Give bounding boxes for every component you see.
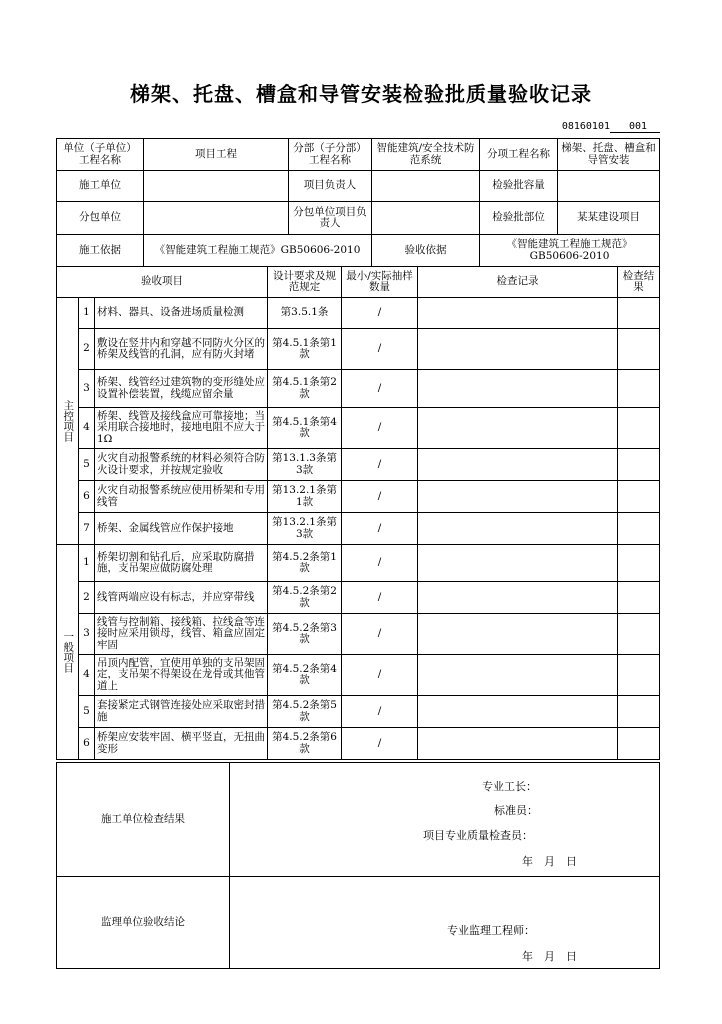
item-record[interactable] bbox=[418, 696, 618, 728]
header-table bbox=[56, 138, 660, 267]
item-result[interactable] bbox=[618, 481, 660, 513]
item-spec: 第4.5.1条第4款 bbox=[268, 408, 342, 449]
item-record[interactable] bbox=[418, 329, 618, 370]
item-record[interactable] bbox=[418, 545, 618, 582]
item-result[interactable] bbox=[618, 329, 660, 370]
item-no: 6 bbox=[79, 481, 95, 513]
item-no: 3 bbox=[79, 370, 95, 408]
col-result: 检查结果 bbox=[618, 267, 660, 298]
location-label: 检验批部位 bbox=[480, 202, 558, 235]
division-label: 分部（子分部）工程名称 bbox=[289, 139, 372, 171]
item-no: 1 bbox=[79, 298, 95, 329]
contractor-result-label: 施工单位检查结果 bbox=[57, 763, 230, 877]
column-header-row bbox=[57, 267, 660, 298]
item-sample: / bbox=[342, 655, 418, 696]
col-sample: 最小/实际抽样数量 bbox=[342, 267, 418, 298]
item-text: 桥架切割和钻孔后，应采取防腐措施，支吊架应做防腐处理 bbox=[95, 545, 268, 582]
item-text: 桥架应安装牢固、横平竖直，无扭曲变形 bbox=[95, 728, 268, 760]
item-sample: / bbox=[342, 298, 418, 329]
item-sample: / bbox=[342, 481, 418, 513]
basis-value[interactable]: 《智能建筑工程施工规范》GB50606-2010 bbox=[144, 235, 372, 267]
table-row bbox=[57, 481, 660, 513]
pm-label: 项目负责人 bbox=[289, 171, 372, 202]
table-row bbox=[57, 582, 660, 614]
item-record[interactable] bbox=[418, 481, 618, 513]
subcontractor-label: 分包单位 bbox=[57, 202, 144, 235]
contractor-label: 施工单位 bbox=[57, 171, 144, 202]
item-result[interactable] bbox=[618, 408, 660, 449]
item-sample: / bbox=[342, 370, 418, 408]
basis-label: 施工依据 bbox=[57, 235, 144, 267]
item-text: 桥架、金属线管应作保护接地 bbox=[95, 513, 268, 545]
item-result[interactable] bbox=[618, 614, 660, 655]
item-no: 3 bbox=[79, 614, 95, 655]
division-value[interactable]: 智能建筑/安全技术防范系统 bbox=[372, 139, 480, 171]
sub-pm-label: 分包单位项目负责人 bbox=[289, 202, 372, 235]
col-record: 检查记录 bbox=[418, 267, 618, 298]
unit-value[interactable]: 项目工程 bbox=[144, 139, 289, 171]
item-text: 敷设在竖井内和穿越不同防火分区的桥架及线管的孔洞，应有防火封堵 bbox=[95, 329, 268, 370]
item-record[interactable] bbox=[418, 370, 618, 408]
table-row bbox=[57, 449, 660, 481]
item-sample: / bbox=[342, 545, 418, 582]
item-sample: / bbox=[342, 408, 418, 449]
item-spec: 第4.5.2条第4款 bbox=[268, 655, 342, 696]
item-spec: 第4.5.2条第5款 bbox=[268, 696, 342, 728]
item-sample: / bbox=[342, 614, 418, 655]
standard-label: 标准员： bbox=[494, 804, 538, 817]
col-spec: 设计要求及规范规定 bbox=[268, 267, 342, 298]
item-sample: / bbox=[342, 582, 418, 614]
table-row bbox=[57, 545, 660, 582]
item-spec: 第4.5.1条第2款 bbox=[268, 370, 342, 408]
subcontractor-value[interactable] bbox=[144, 202, 289, 235]
item-no: 4 bbox=[79, 408, 95, 449]
item-spec: 第4.5.2条第1款 bbox=[268, 545, 342, 582]
general-items bbox=[57, 545, 660, 760]
item-no: 2 bbox=[79, 582, 95, 614]
item-no: 2 bbox=[79, 329, 95, 370]
item-no: 5 bbox=[79, 696, 95, 728]
table-row bbox=[57, 655, 660, 696]
item-text: 吊顶内配管，宜使用单独的支吊架固定，支吊架不得架设在龙骨或其他管道上 bbox=[95, 655, 268, 696]
table-row bbox=[57, 298, 660, 329]
item-text: 材料、器具、设备进场质量检测 bbox=[95, 298, 268, 329]
table-row bbox=[57, 696, 660, 728]
item-spec: 第4.5.2条第3款 bbox=[268, 614, 342, 655]
inspection-table bbox=[56, 266, 660, 760]
sub-label: 分项工程名称 bbox=[480, 139, 558, 171]
item-no: 4 bbox=[79, 655, 95, 696]
item-text: 线管与控制箱、接线箱、拉线盒等连接时应采用锁母，线管、箱盒应固定牢固 bbox=[95, 614, 268, 655]
capacity-value[interactable] bbox=[558, 171, 660, 202]
item-result[interactable] bbox=[618, 728, 660, 760]
contractor-result-area[interactable] bbox=[230, 763, 660, 877]
page-title: 梯架、托盘、槽盒和导管安装检验批质量验收记录 bbox=[130, 82, 592, 106]
signature-table bbox=[56, 762, 660, 969]
item-spec: 第13.1.3条第3款 bbox=[268, 449, 342, 481]
item-result[interactable] bbox=[618, 582, 660, 614]
item-no: 1 bbox=[79, 545, 95, 582]
accept-basis-value[interactable]: 《智能建筑工程施工规范》GB50606-2010 bbox=[480, 235, 660, 267]
table-row bbox=[57, 513, 660, 545]
contractor-value[interactable] bbox=[144, 171, 289, 202]
item-text: 火灾自动报警系统应使用桥架和专用线管 bbox=[95, 481, 268, 513]
location-value[interactable]: 某某建设项目 bbox=[558, 202, 660, 235]
item-text: 套接紧定式钢管连接处应采取密封措施 bbox=[95, 696, 268, 728]
capacity-label: 检验批容量 bbox=[480, 171, 558, 202]
item-record[interactable] bbox=[418, 408, 618, 449]
foreman-label: 专业工长： bbox=[482, 780, 537, 793]
table-row bbox=[57, 408, 660, 449]
item-spec: 第13.2.1条第3款 bbox=[268, 513, 342, 545]
code-prefix: 08160101 bbox=[561, 121, 610, 132]
item-text: 桥架、线管及接线盒应可靠接地；当采用联合接地时，接地电阻不应大于1Ω bbox=[95, 408, 268, 449]
date2-label: 年 月 日 bbox=[522, 950, 577, 963]
item-result[interactable] bbox=[618, 545, 660, 582]
item-text: 桥架、线管经过建筑物的变形缝处应设置补偿装置，线缆应留余量 bbox=[95, 370, 268, 408]
item-spec: 第4.5.2条第2款 bbox=[268, 582, 342, 614]
item-result[interactable] bbox=[618, 696, 660, 728]
pm-value[interactable] bbox=[372, 171, 480, 202]
item-spec: 第4.5.2条第6款 bbox=[268, 728, 342, 760]
item-spec: 第13.2.1条第1款 bbox=[268, 481, 342, 513]
item-record[interactable] bbox=[418, 655, 618, 696]
table-row bbox=[57, 728, 660, 760]
item-record[interactable] bbox=[418, 614, 618, 655]
item-spec: 第3.5.1条 bbox=[268, 298, 342, 329]
main-section-label: 主控项目 bbox=[57, 298, 79, 545]
table-row bbox=[57, 370, 660, 408]
item-result[interactable] bbox=[618, 298, 660, 329]
item-record[interactable] bbox=[418, 582, 618, 614]
item-no: 6 bbox=[79, 728, 95, 760]
item-result[interactable] bbox=[618, 449, 660, 481]
item-result[interactable] bbox=[618, 655, 660, 696]
item-no: 5 bbox=[79, 449, 95, 481]
accept-basis-label: 验收依据 bbox=[372, 235, 480, 267]
item-text: 线管两端应设有标志，并应穿带线 bbox=[95, 582, 268, 614]
table-row bbox=[57, 614, 660, 655]
supervisor-area[interactable] bbox=[230, 877, 660, 969]
record-code bbox=[562, 121, 660, 133]
item-sample: / bbox=[342, 513, 418, 545]
date-label: 年 月 日 bbox=[522, 855, 577, 868]
item-sample: / bbox=[342, 329, 418, 370]
unit-label: 单位（子单位）工程名称 bbox=[57, 139, 144, 171]
general-section-label: 一般项目 bbox=[57, 545, 79, 760]
item-result[interactable] bbox=[618, 370, 660, 408]
item-record[interactable] bbox=[418, 513, 618, 545]
main-items bbox=[57, 298, 660, 545]
sub-pm-value[interactable] bbox=[372, 202, 480, 235]
item-sample: / bbox=[342, 449, 418, 481]
item-record[interactable] bbox=[418, 728, 618, 760]
item-spec: 第4.5.1条第1款 bbox=[268, 329, 342, 370]
item-sample: / bbox=[342, 728, 418, 760]
sub-value[interactable]: 梯架、托盘、槽盒和导管安装 bbox=[558, 139, 660, 171]
supervisor-label: 监理单位验收结论 bbox=[57, 877, 230, 969]
col-item: 验收项目 bbox=[57, 267, 268, 298]
item-result[interactable] bbox=[618, 513, 660, 545]
item-no: 7 bbox=[79, 513, 95, 545]
table-row bbox=[57, 329, 660, 370]
inspector-label: 项目专业质量检查员： bbox=[423, 829, 533, 842]
item-record[interactable] bbox=[418, 298, 618, 329]
item-record[interactable] bbox=[418, 449, 618, 481]
code-suffix[interactable]: 001 bbox=[610, 121, 660, 133]
supervisor-engineer-label: 专业监理工程师： bbox=[447, 924, 535, 937]
item-sample: / bbox=[342, 696, 418, 728]
item-text: 火灾自动报警系统的材料必须符合防火设计要求，并按规定验收 bbox=[95, 449, 268, 481]
